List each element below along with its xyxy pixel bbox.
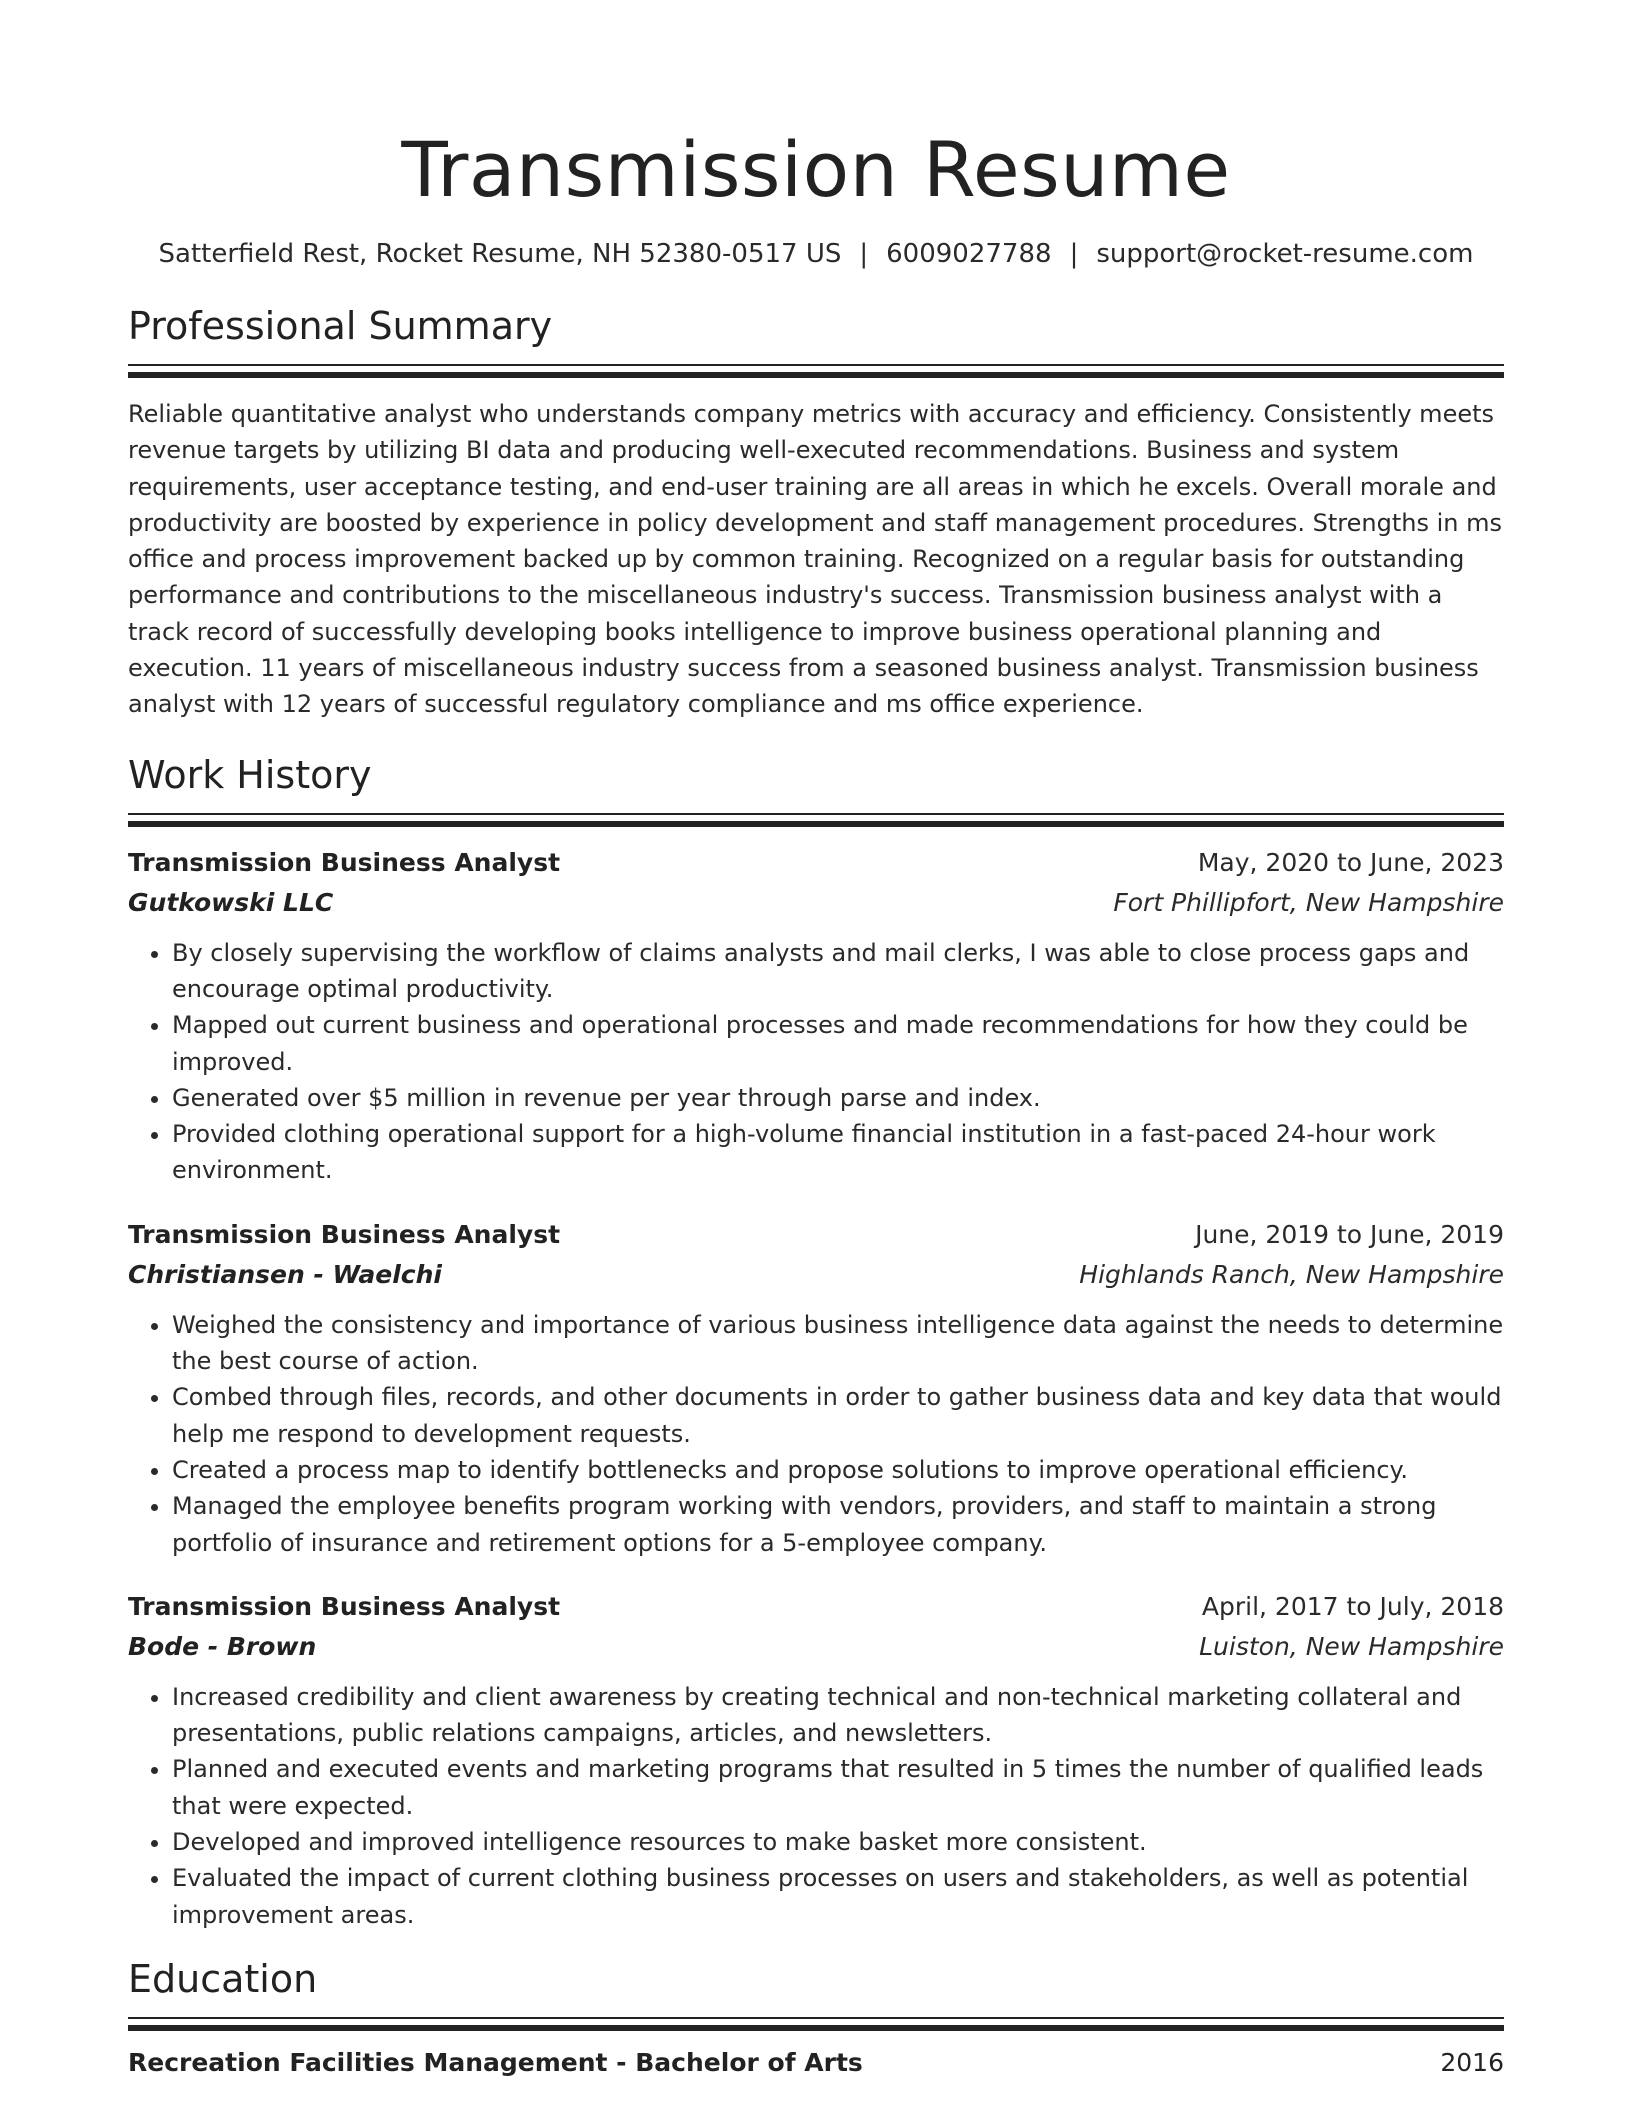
section-rule-thin xyxy=(128,2017,1504,2019)
job-company: Christiansen - Waelchi xyxy=(128,1259,442,1289)
job-company: Gutkowski LLC xyxy=(128,887,334,917)
job-bullet: • By closely supervising the workflow of claims analysts and mail clerks, I was able to close process gaps and encourage optimal productivity. xyxy=(172,935,1504,1008)
education-section xyxy=(128,1955,1504,2083)
job-bullet: • Combed through files, records, and other documents in order to gather business data and key data that would help me respond to development requests. xyxy=(172,1379,1504,1452)
contact-separator: | xyxy=(859,239,869,269)
job-bullet: • Provided clothing operational support for a high-volume financial institution in a fast-paced 24-hour work environment. xyxy=(172,1116,1504,1189)
job-dates: May, 2020 to June, 2023 xyxy=(1197,847,1504,877)
job-entry xyxy=(128,1587,1504,1933)
section-rule-thick xyxy=(128,821,1504,827)
education-year: 2016 xyxy=(1440,2047,1504,2077)
job-bullet: • Generated over $5 million in revenue per year through parse and index. xyxy=(172,1080,1504,1116)
job-header-row xyxy=(128,1587,1504,1627)
job-dates: June, 2019 to June, 2019 xyxy=(1195,1219,1504,1249)
section-rule-thin xyxy=(128,813,1504,815)
contact-line xyxy=(128,236,1504,272)
job-bullets xyxy=(128,1307,1504,1561)
job-bullets xyxy=(128,1679,1504,1933)
job-title: Transmission Business Analyst xyxy=(128,1591,561,1621)
section-rule-thin xyxy=(128,364,1504,366)
job-bullet: • Planned and executed events and marketing programs that resulted in 5 times the number of qualified leads that were expected. xyxy=(172,1751,1504,1824)
work-section xyxy=(128,751,1504,1933)
job-entry xyxy=(128,1215,1504,1561)
job-location: Luiston, New Hampshire xyxy=(1199,1631,1504,1661)
contact-address: Satterfield Rest, Rocket Resume, NH 52380-0517 US xyxy=(158,239,842,269)
job-header-row xyxy=(128,1215,1504,1255)
section-rule-thick xyxy=(128,372,1504,378)
job-bullet: • Weighed the consistency and importance of various business intelligence data against the needs to determine the best course of action. xyxy=(172,1307,1504,1380)
job-entry xyxy=(128,843,1504,1189)
job-company-row xyxy=(128,1627,1504,1667)
education-heading: Education xyxy=(128,1956,318,2001)
job-bullet: • Developed and improved intelligence resources to make basket more consistent. xyxy=(172,1824,1504,1860)
job-location: Fort Phillipfort, New Hampshire xyxy=(1113,887,1504,917)
summary-section xyxy=(128,302,1504,723)
job-bullet: • Evaluated the impact of current clothing business processes on users and stakeholders, as well as potential improvement areas. xyxy=(172,1860,1504,1933)
resume-title: Transmission Resume xyxy=(401,125,1231,214)
job-company-row xyxy=(128,883,1504,923)
job-title: Transmission Business Analyst xyxy=(128,1219,561,1249)
work-heading: Work History xyxy=(128,752,372,797)
job-bullet: • Increased credibility and client awareness by creating technical and non-technical marketing collateral and presentations, public relations campaigns, articles, and newsletters. xyxy=(172,1679,1504,1752)
contact-phone: 6009027788 xyxy=(886,239,1052,269)
job-location: Highlands Ranch, New Hampshire xyxy=(1079,1259,1504,1289)
resume-page xyxy=(128,0,1504,2083)
job-bullet: • Created a process map to identify bottlenecks and propose solutions to improve operational efficiency. xyxy=(172,1452,1504,1488)
job-bullet: • Managed the employee benefits program working with vendors, providers, and staff to maintain a strong portfolio of insurance and retirement options for a 5-employee company. xyxy=(172,1488,1504,1561)
job-title: Transmission Business Analyst xyxy=(128,847,561,877)
summary-text: Reliable quantitative analyst who understands company metrics with accuracy and efficiency. Consistently meets revenue targets by utilizing BI data and producing well-executed recommendations. Business and system requirements, user acceptance testing, and end-user training are all areas in which he excels. Overall morale and productivity are boosted by experience in policy development and staff management procedures. Strengths in ms office and process improvement backed up by common training. Recognized on a regular basis for outstanding performance and contributions to the miscellaneous industry's success. Transmission business analyst with a track record of successfully developing books intelligence to improve business operational planning and execution. 11 years of miscellaneous industry success from a seasoned business analyst. Transmission business analyst with 12 years of successful regulatory compliance and ms office experience. xyxy=(128,400,1502,719)
summary-heading: Professional Summary xyxy=(128,304,553,348)
job-company-row xyxy=(128,1255,1504,1295)
education-degree: Recreation Facilities Management - Bachelor of Arts xyxy=(128,2047,863,2077)
job-dates: April, 2017 to July, 2018 xyxy=(1201,1591,1504,1621)
job-company: Bode - Brown xyxy=(128,1631,317,1661)
education-row xyxy=(128,2043,1504,2083)
job-bullets xyxy=(128,935,1504,1189)
contact-separator: | xyxy=(1069,239,1079,269)
job-bullet: • Mapped out current business and operational processes and made recommendations for how they could be improved. xyxy=(172,1007,1504,1080)
section-rule-thick xyxy=(128,2025,1504,2031)
job-header-row xyxy=(128,843,1504,883)
contact-email: support@rocket-resume.com xyxy=(1096,239,1474,269)
